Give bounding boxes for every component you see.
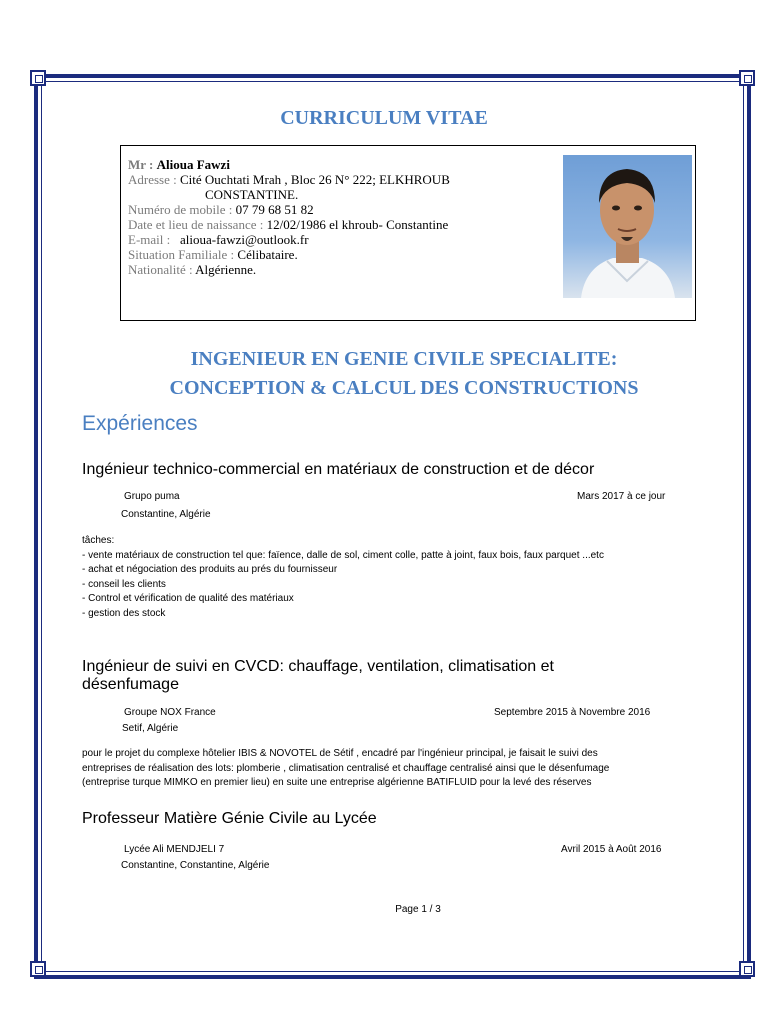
identity-box [120, 145, 696, 321]
job-location: Setif, Algérie [122, 723, 179, 734]
portrait-illustration [563, 155, 692, 298]
job-dates: Mars 2017 à ce jour [577, 491, 666, 502]
family-value: Célibataire. [237, 247, 298, 262]
job-detail-line: (entreprise turque MIMKO en premier lieu) en suite une entreprise algérienne BATIFLUID pour la levé des réserves [82, 777, 592, 789]
mobile-label: Numéro de mobile : [128, 202, 233, 217]
page-number: Page 1 / 3 [395, 904, 441, 915]
job-dates: Avril 2015 à Août 2016 [561, 844, 662, 855]
job-title [82, 658, 554, 694]
job-detail-line: entreprises de réalisation des lots: plomberie , climatisation centralisé et chauffage centralisé ainsi que le désenfumage [82, 762, 610, 774]
job-detail-line: - Control et vérification de qualité des matériaux [82, 593, 294, 605]
email-label: E-mail : [128, 232, 171, 247]
cv-title: CURRICULUM VITAE [280, 107, 488, 129]
corner-ornament [739, 961, 755, 977]
job-detail-line: - achat et négociation des produits au prés du fournisseur [82, 564, 338, 576]
job-details [82, 747, 609, 791]
identity-details [128, 157, 450, 277]
corner-ornament [739, 70, 755, 86]
address-label: Adresse : [128, 172, 177, 187]
job-location: Constantine, Algérie [121, 509, 211, 520]
corner-ornament [30, 961, 46, 977]
address-value-line2: CONSTANTINE. [205, 187, 299, 202]
address-value: Cité Ouchtati Mrah , Bloc 26 N° 222; ELKHROUB [180, 172, 450, 187]
job-company: Grupo puma [124, 491, 180, 502]
job-company: Groupe NOX France [124, 707, 216, 718]
corner-ornament [30, 70, 46, 86]
job-detail-line: tâches: [82, 535, 115, 546]
job-title: Ingénieur technico-commercial en matériaux de construction et de décor [82, 461, 595, 478]
name-label: Mr : [128, 157, 154, 172]
job-detail-line: - vente matériaux de construction tel que: faïence, dalle de sol, ciment colle, patte à joint, faux bois, faux parquet ...etc [82, 549, 604, 561]
job-company: Lycée Ali MENDJELI 7 [124, 844, 225, 855]
birth-value: 12/02/1986 el khroub- Constantine [266, 217, 449, 232]
job-title: Professeur Matière Génie Civile au Lycée [82, 810, 377, 827]
nationality-label: Nationalité : [128, 262, 193, 277]
section-title-experiences: Expériences [82, 412, 198, 435]
job-detail-line: - gestion des stock [82, 607, 166, 619]
headline-line2: CONCEPTION & CALCUL DES CONSTRUCTIONS [169, 377, 639, 399]
job-dates: Septembre 2015 à Novembre 2016 [494, 707, 651, 718]
job-title-line2: désenfumage [82, 676, 179, 693]
job-location: Constantine, Constantine, Algérie [121, 860, 270, 871]
mobile-value: 07 79 68 51 82 [235, 202, 314, 217]
birth-label: Date et lieu de naissance : [128, 217, 264, 232]
email-value[interactable]: alioua-fawzi@outlook.fr [180, 232, 309, 247]
job-detail-line: pour le projet du complexe hôtelier IBIS & NOVOTEL de Sétif , encadré par l'ingénieur principal, je faisait le suivi des [82, 748, 598, 759]
job-title-line1: Ingénieur de suivi en CVCD: chauffage, ventilation, climatisation et [82, 658, 554, 675]
job-details [82, 534, 604, 622]
professional-headline [0, 345, 768, 403]
name-value: Alioua Fawzi [156, 157, 230, 172]
family-label: Situation Familiale : [128, 247, 235, 262]
job-detail-line: - conseil les clients [82, 578, 166, 590]
nationality-value: Algérienne. [195, 262, 257, 277]
profile-photo [563, 155, 692, 298]
headline-line1: INGENIEUR EN GENIE CIVILE SPECIALITE: [190, 348, 618, 370]
